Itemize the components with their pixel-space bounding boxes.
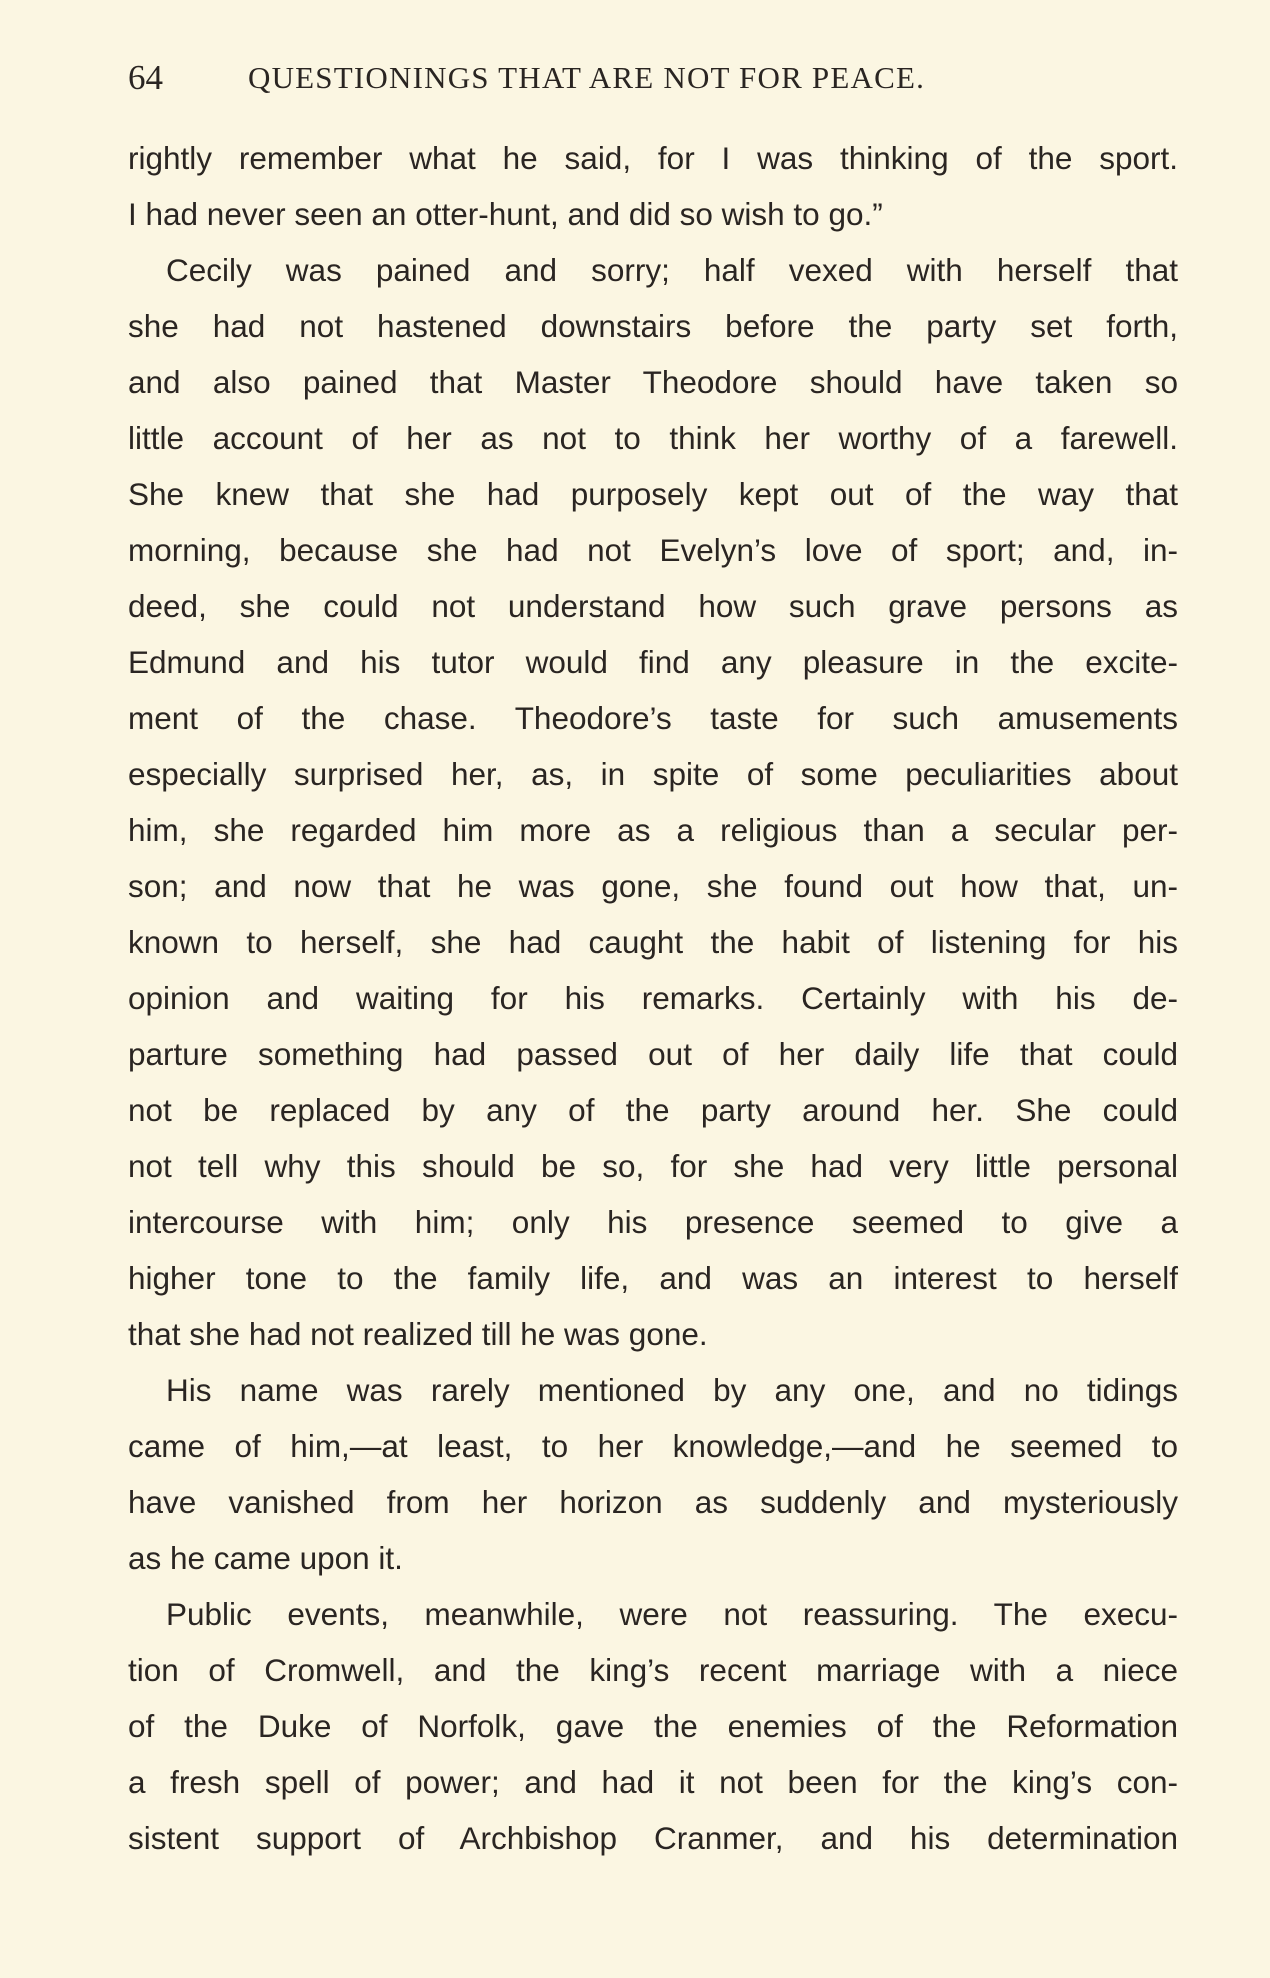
- text-line: opinion and waiting for his remarks. Certainly with his de-: [128, 980, 1178, 1016]
- text-line: of the Duke of Norfolk, gave the enemies of the Reformation: [128, 1708, 1178, 1744]
- text-line: Edmund and his tutor would find any pleasure in the excite-: [128, 644, 1178, 680]
- text-line: a fresh spell of power; and had it not been for the king’s con-: [128, 1764, 1178, 1800]
- text-line: rightly remember what he said, for I was thinking of the sport.: [128, 140, 1178, 176]
- text-line: especially surprised her, as, in spite of some peculiarities about: [128, 756, 1178, 792]
- running-head: [128, 50, 1138, 110]
- text-line: tion of Cromwell, and the king’s recent marriage with a niece: [128, 1652, 1178, 1688]
- text-line: she had not hastened downstairs before the party set forth,: [128, 308, 1178, 344]
- text-line: parture something had passed out of her daily life that could: [128, 1036, 1178, 1072]
- text-line: deed, she could not understand how such grave persons as: [128, 588, 1178, 624]
- text-line: morning, because she had not Evelyn’s love of sport; and, in-: [128, 532, 1178, 568]
- body-text: [128, 130, 1178, 1866]
- text-line: ment of the chase. Theodore’s taste for such amusements: [128, 700, 1178, 736]
- text-line: not be replaced by any of the party around her. She could: [128, 1092, 1178, 1128]
- text-line: sistent support of Archbishop Cranmer, and his determination: [128, 1820, 1178, 1856]
- text-line: Cecily was pained and sorry; half vexed with herself that: [166, 252, 1178, 288]
- running-title: QUESTIONINGS THAT ARE NOT FOR PEACE.: [248, 60, 926, 95]
- text-line: not tell why this should be so, for she had very little personal: [128, 1148, 1178, 1184]
- text-line: son; and now that he was gone, she found out how that, un-: [128, 868, 1178, 904]
- text-line: him, she regarded him more as a religious than a secular per-: [128, 812, 1178, 848]
- text-line: higher tone to the family life, and was an interest to herself: [128, 1260, 1178, 1296]
- text-line: Public events, meanwhile, were not reassuring. The execu-: [166, 1596, 1178, 1632]
- text-line: and also pained that Master Theodore should have taken so: [128, 364, 1178, 400]
- text-line: came of him,—at least, to her knowledge,—and he seemed to: [128, 1428, 1178, 1464]
- text-line: She knew that she had purposely kept out of the way that: [128, 476, 1178, 512]
- page-number: 64: [128, 58, 163, 97]
- text-line: that she had not realized till he was gone.: [128, 1316, 708, 1352]
- text-line: intercourse with him; only his presence seemed to give a: [128, 1204, 1178, 1240]
- text-line: I had never seen an otter-hunt, and did so wish to go.”: [128, 196, 883, 232]
- text-line: have vanished from her horizon as suddenly and mysteriously: [128, 1484, 1178, 1520]
- text-line: as he came upon it.: [128, 1540, 403, 1576]
- text-line: His name was rarely mentioned by any one, and no tidings: [166, 1372, 1178, 1408]
- text-line: known to herself, she had caught the habit of listening for his: [128, 924, 1178, 960]
- text-line: little account of her as not to think her worthy of a farewell.: [128, 420, 1178, 456]
